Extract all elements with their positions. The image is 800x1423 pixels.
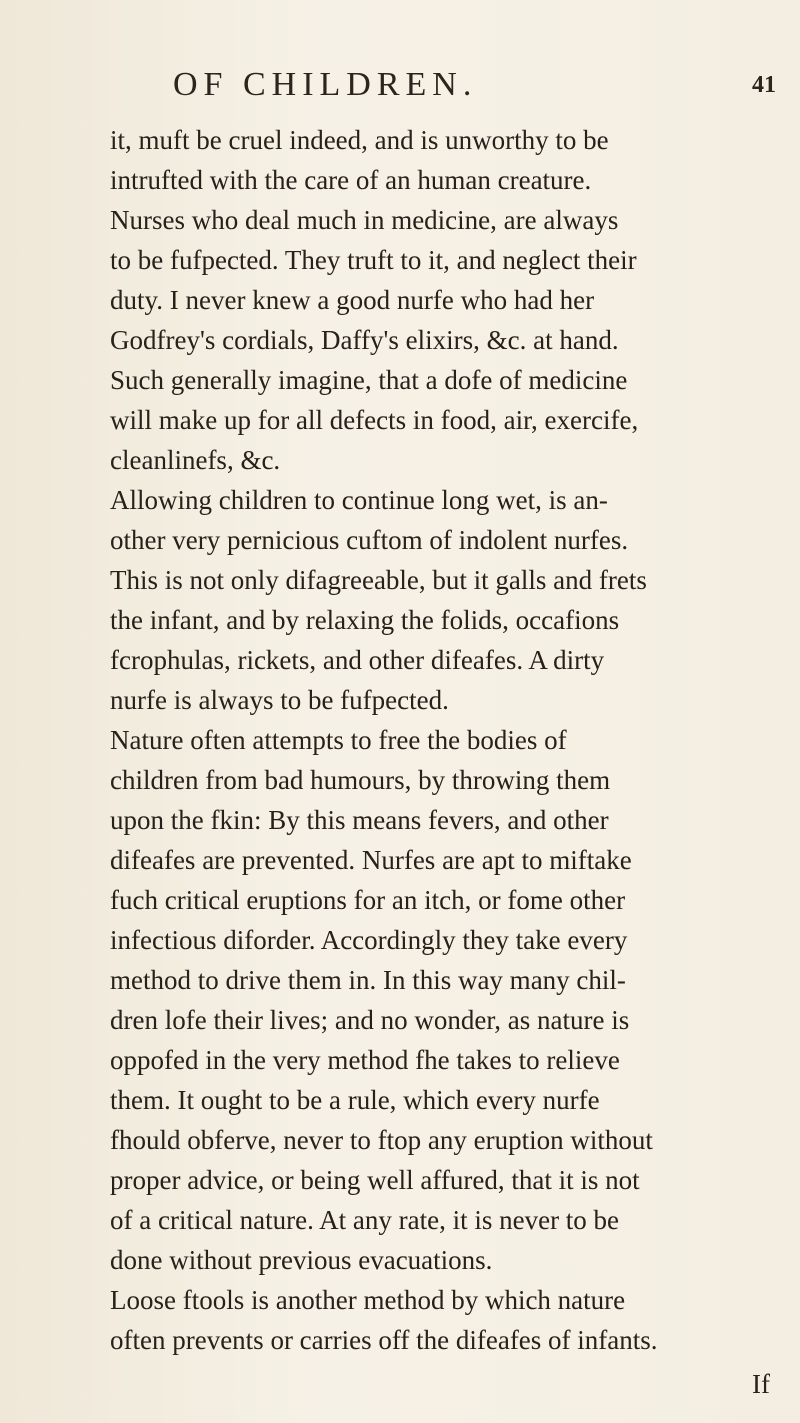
text-line: done without previous evacuations.	[110, 1245, 493, 1275]
page-number: 41	[752, 72, 776, 98]
text-line: Allowing children to continue long wet, is an-	[110, 485, 608, 515]
text-line: children from bad humours, by throwing them	[110, 765, 611, 795]
running-head: OF CHILDREN.	[173, 66, 478, 103]
text-line: Nature often attempts to free the bodies of	[110, 725, 567, 755]
text-line: difeafes are prevented. Nurfes are apt to miftake	[110, 845, 632, 875]
text-line: it, muft be cruel indeed, and is unworthy to be	[110, 125, 609, 155]
text-line: Godfrey's cordials, Daffy's elixirs, &c. at hand.	[110, 325, 619, 355]
text-line: Nurses who deal much in medicine, are always	[110, 205, 619, 235]
text-line: This is not only difagreeable, but it galls and frets	[110, 565, 647, 595]
text-line: Such generally imagine, that a dofe of medicine	[110, 365, 628, 395]
text-line: upon the fkin: By this means fevers, and other	[110, 805, 609, 835]
text-line: infectious diforder. Accordingly they take every	[110, 925, 628, 955]
text-line: oppofed in the very method fhe takes to relieve	[110, 1045, 620, 1075]
text-line: of a critical nature. At any rate, it is never to be	[110, 1205, 620, 1235]
text-line: fhould obferve, never to ftop any eruption without	[110, 1125, 653, 1155]
text-line: proper advice, or being well affured, that it is not	[110, 1165, 640, 1195]
text-line: them. It ought to be a rule, which every nurfe	[110, 1085, 600, 1115]
text-line: other very pernicious cuftom of indolent nurfes.	[110, 525, 629, 555]
catchword: If	[752, 1369, 770, 1399]
text-line: often prevents or carries off the difeafes of infants.	[110, 1325, 658, 1355]
text-line: fuch critical eruptions for an itch, or fome other	[110, 885, 626, 915]
text-line: dren lofe their lives; and no wonder, as nature is	[110, 1005, 630, 1035]
text-line: to be fufpected. They truft to it, and neglect their	[110, 245, 637, 275]
text-line: fcrophulas, rickets, and other difeafes. A dirty	[110, 645, 605, 675]
text-line: will make up for all defects in food, air, exercife,	[110, 405, 639, 435]
text-line: the infant, and by relaxing the folids, occafions	[110, 605, 620, 635]
text-line: Loose ftools is another method by which nature	[110, 1285, 626, 1315]
text-line: cleanlinefs, &c.	[110, 445, 281, 475]
text-line: nurfe is always to be fufpected.	[110, 685, 449, 715]
page-header	[0, 66, 800, 106]
text-line: duty. I never knew a good nurfe who had her	[110, 285, 595, 315]
text-line: method to drive them in. In this way many chil-	[110, 965, 626, 995]
text-line: intrufted with the care of an human creature.	[110, 165, 592, 195]
